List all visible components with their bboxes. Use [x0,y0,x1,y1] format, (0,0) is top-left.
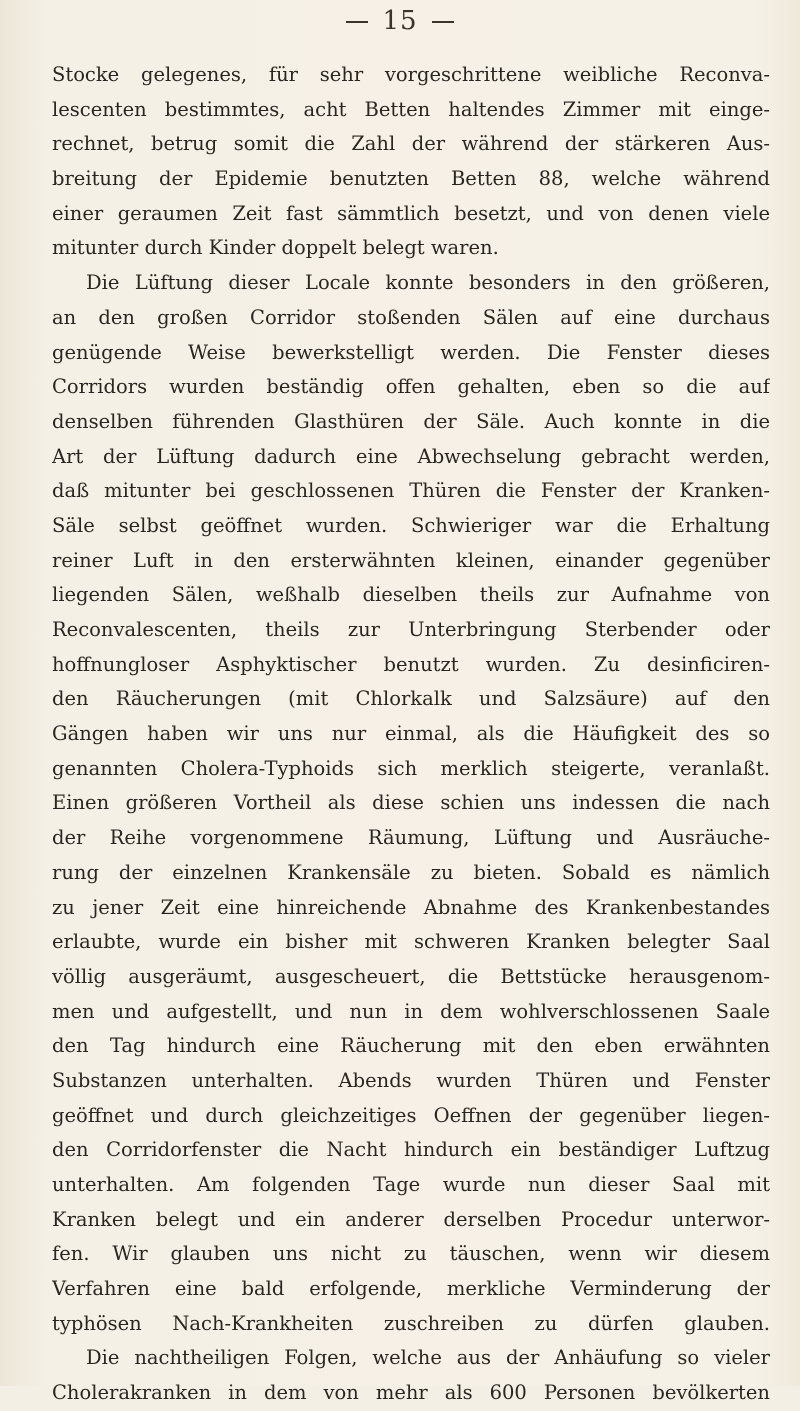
text-line: Stocke gelegenes, für sehr vorgeschrittene weibliche Reconva- [52,63,770,86]
text-line: der Reihe vorgenommene Räumung, Lüftung und Ausräuche- [52,826,770,850]
text-line: Cholerakranken in dem von mehr als 600 Personen bevölkerten [52,1381,770,1405]
text-line: Einen größeren Vortheil als diese schien uns indessen die nach [52,791,770,815]
text-line: reiner Luft in den ersterwähnten kleinen, einander gegenüber [52,548,770,572]
page-number: 15 [382,6,418,36]
text-line: Reconvalescenten, theils zur Unterbringung Sterbender oder [52,618,770,641]
text-line: breitung der Epidemie benutzten Betten 88, welche während [52,167,770,191]
text-line: Verfahren eine bald erfolgende, merkliche Verminderung der [52,1277,770,1301]
text-line: Säle selbst geöffnet wurden. Schwieriger war die Erhaltung [52,513,770,537]
page-header [0,6,800,36]
text-line: mitunter durch Kinder doppelt belegt waren. [52,236,499,260]
text-line: Substanzen unterhalten. Abends wurden Thüren und Fenster [52,1068,770,1092]
text-line: den Corridorfenster die Nacht hindurch ein beständiger Luftzug [52,1138,770,1162]
text-line: lescenten bestimmtes, acht Betten haltendes Zimmer mit einge- [52,97,770,121]
text-line: geöffnet und durch gleichzeitiges Oeffnen der gegenüber liegen- [52,1103,770,1127]
text-line: hoffnungloser Asphyktischer benutzt wurden. Zu desinficiren- [52,652,770,676]
text-line: Gängen haben wir uns nur einmal, als die Häufigkeit des so [52,722,770,746]
text-line: Die Lüftung dieser Locale konnte besonders in den größeren, [86,271,770,295]
body-text [52,58,770,1411]
text-line: zu jener Zeit eine hinreichende Abnahme des Krankenbestandes [52,895,770,919]
text-line: liegenden Sälen, weßhalb dieselben theils zur Aufnahme von [52,583,770,607]
text-line: denselben führenden Glasthüren der Säle. Auch konnte in die [52,409,770,433]
header-dash-right [432,21,454,23]
text-line: Die nachtheiligen Folgen, welche aus der Anhäufung so vieler [86,1346,770,1370]
text-line: den Tag hindurch eine Räucherung mit den eben erwähnten [52,1034,770,1058]
text-line: genannten Cholera-Typhoids sich merklich steigerte, veranlaßt. [52,756,770,780]
text-line: daß mitunter bei geschlossenen Thüren die Fenster der Kranken- [52,479,770,503]
text-line: typhösen Nach-Krankheiten zuschreiben zu dürfen glauben. [52,1311,770,1335]
text-line: erlaubte, wurde ein bisher mit schweren Kranken belegter Saal [52,930,770,954]
text-line: völlig ausgeräumt, ausgescheuert, die Bettstücke herausgenom- [52,964,770,988]
text-line: men und aufgestellt, und nun in dem wohlverschlossenen Saale [52,999,770,1023]
header-dash-left [346,21,368,23]
text-line: Corridors wurden beständig offen gehalten, eben so die auf [52,375,770,399]
text-line: unterhalten. Am folgenden Tage wurde nun dieser Saal mit [52,1173,770,1196]
text-line: Art der Lüftung dadurch eine Abwechselung gebracht werden, [52,444,770,468]
text-line: rung der einzelnen Krankensäle zu bieten. Sobald es nämlich [52,860,770,884]
text-line: den Räucherungen (mit Chlorkalk und Salzsäure) auf den [52,687,770,711]
text-line: einer geraumen Zeit fast sämmtlich besetzt, und von denen viele [52,201,770,225]
text-line: fen. Wir glauben uns nicht zu täuschen, wenn wir diesem [52,1242,770,1266]
text-line: Kranken belegt und ein anderer derselben Procedur unterwor- [52,1207,770,1231]
text-line: an den großen Corridor stoßenden Sälen auf eine durchaus [52,305,770,329]
text-line: genügende Weise bewerkstelligt werden. Die Fenster dieses [52,340,770,364]
text-line: rechnet, betrug somit die Zahl der während der stärkeren Aus- [52,132,770,156]
